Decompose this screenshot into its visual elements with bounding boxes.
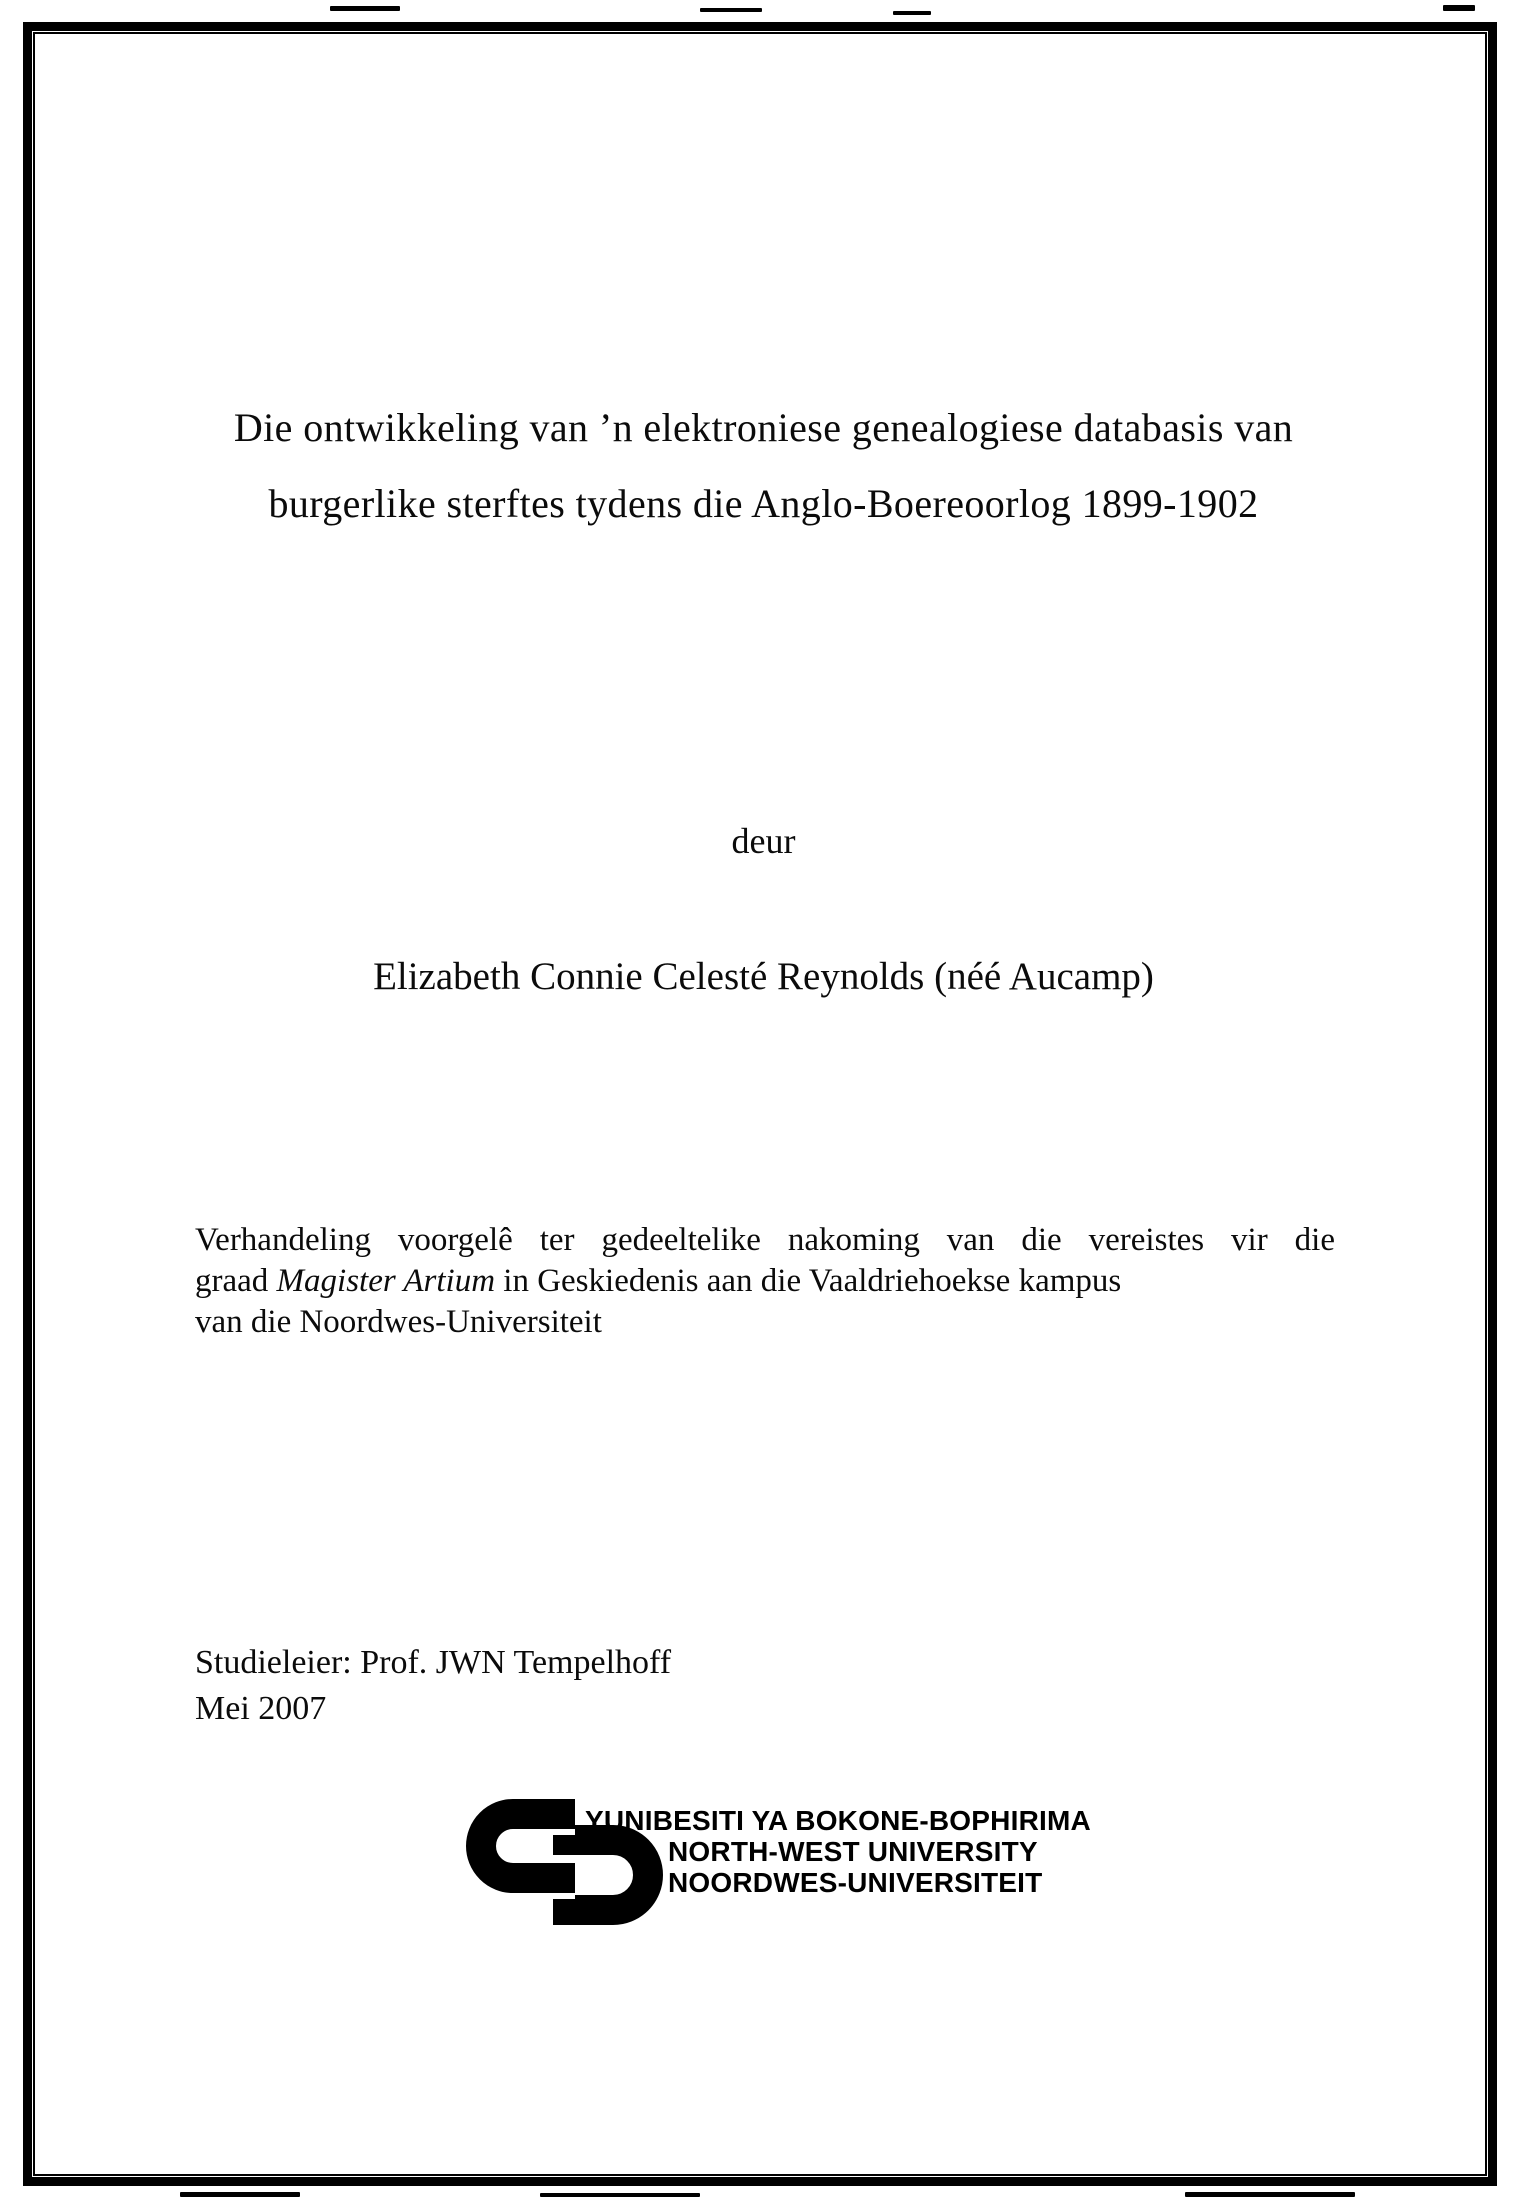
degree-statement [195, 1220, 1335, 1343]
author-name: Elizabeth Connie Celesté Reynolds (néé Aucamp) [373, 955, 1154, 998]
degree-statement-line2-pre: graad [195, 1263, 277, 1299]
scan-artifact [893, 11, 931, 15]
degree-statement-line2-post: in Geskiedenis aan die Vaaldriehoekse kampus [495, 1263, 1122, 1299]
degree-title-italic: Magister Artium [276, 1263, 496, 1299]
scan-artifact [540, 2193, 700, 2197]
supervisor-block [195, 1640, 671, 1732]
nwu-logo-wordmark-english: NORTH-WEST UNIVERSITY [668, 1836, 1038, 1867]
scan-artifact [180, 2192, 300, 2197]
scan-artifact [330, 6, 400, 11]
nwu-logo [463, 1799, 1103, 1931]
thesis-title-line1: Die ontwikkeling van ’n elektroniese genealogiese databasis van [233, 405, 1294, 450]
supervisor-line: Studieleier: Prof. JWN Tempelhoff [195, 1644, 672, 1681]
scan-artifact [1185, 2192, 1355, 2197]
nwu-logo-wordmark-afrikaans: NOORDWES-UNIVERSITEIT [668, 1867, 1043, 1898]
date-line: Mei 2007 [195, 1690, 327, 1727]
degree-statement-line3: van die Noordwes-Universiteit [195, 1304, 602, 1340]
thesis-title-line2: burgerlike sterftes tydens die Anglo-Boereoorlog 1899-1902 [268, 481, 1259, 526]
degree-statement-line2 [195, 1261, 1335, 1302]
thesis-title [110, 390, 1417, 542]
byline-deur: deur [731, 821, 796, 861]
degree-statement-line1: Verhandeling voorgelê ter gedeeltelike nakoming van die vereistes vir die [195, 1222, 1335, 1258]
nwu-logo-wordmark-setswana: YUNIBESITI YA BOKONE-BOPHIRIMA [585, 1805, 1091, 1836]
scan-artifact [700, 8, 762, 12]
scan-artifact [1443, 5, 1475, 11]
